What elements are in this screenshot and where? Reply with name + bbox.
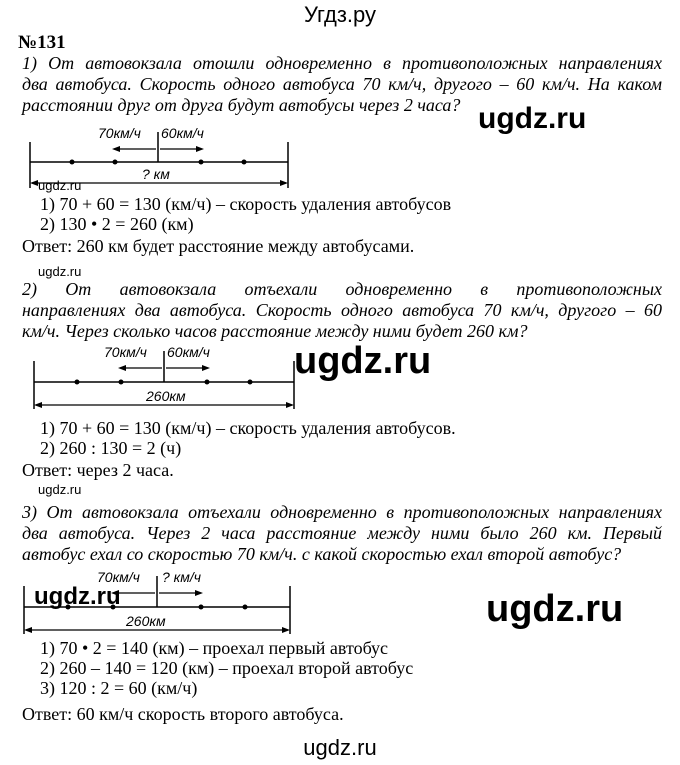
problem-3-line: 3) От автовокзала отъехали одновременно в противоположных направлениях xyxy=(22,502,662,522)
solution-step: 1) 70 + 60 = 130 (км/ч) – скорость удаления автобусов xyxy=(40,194,452,214)
point xyxy=(70,160,75,165)
solution-step: 2) 130 • 2 = 260 (км) xyxy=(40,214,194,234)
distance-label: 260км xyxy=(146,388,186,404)
right-speed-label: 60км/ч xyxy=(161,125,204,141)
problem-1-steps xyxy=(40,194,451,234)
watermark: ugdz.ru xyxy=(294,340,432,382)
problem-3-line: автобус ехал со скоростью 70 км/ч. с какой скоростью ехал второй автобус? xyxy=(22,544,622,564)
problem-3-steps xyxy=(40,638,413,698)
watermark: ugdz.ru xyxy=(486,588,624,630)
point xyxy=(242,160,247,165)
right-speed-label: ? км/ч xyxy=(162,569,202,585)
task-number: №131 xyxy=(18,32,66,53)
problem-3-line: два автобуса. Через 2 часа расстояние между ними было 260 км. Первый xyxy=(22,523,662,543)
problem-2-line: км/ч. Через сколько часов расстояние между ними будет 260 км? xyxy=(22,321,528,341)
site-title: Угдз.ру xyxy=(303,2,377,27)
watermark: ugdz.ru xyxy=(38,178,82,193)
problem-3-text xyxy=(22,502,662,565)
problem-2-text xyxy=(22,279,662,342)
problem-2-answer: Ответ: через 2 часа. xyxy=(22,460,174,480)
distance-label: ? км xyxy=(142,166,170,182)
right-speed-label: 60км/ч xyxy=(167,344,210,360)
solution-step: 1) 70 • 2 = 140 (км) – проехал первый автобус xyxy=(40,638,389,658)
problem-1-line: расстоянии друг от друга будут автобусы через 2 часа? xyxy=(22,95,461,115)
problem-2-steps xyxy=(40,418,456,458)
point xyxy=(199,160,204,165)
watermark: ugdz.ru xyxy=(34,583,121,610)
solution-step: 2) 260 : 130 = 2 (ч) xyxy=(40,438,182,458)
problem-2-line: 2) От автовокзала отъехали одновременно в противоположных xyxy=(22,279,662,299)
problem-1-answer: Ответ: 260 км будет расстояние между автобусами. xyxy=(22,236,415,256)
problem-2-line: направлениях два автобуса. Скорость одного автобуса 70 км/ч, другого – 60 xyxy=(22,300,662,320)
solution-step: 3) 120 : 2 = 60 (км/ч) xyxy=(40,678,198,698)
watermark: ugdz.ru xyxy=(38,482,82,497)
problem-1-line: два автобуса. Скорость одного автобуса 70 км/ч, другого – 60 км/ч. На каком xyxy=(22,74,662,94)
left-speed-label: 70км/ч xyxy=(97,569,140,585)
footer-watermark: ugdz.ru xyxy=(303,735,377,760)
left-speed-label: 70км/ч xyxy=(98,125,141,141)
problem-3-answer: Ответ: 60 км/ч скорость второго автобуса. xyxy=(22,704,344,724)
watermark: ugdz.ru xyxy=(38,264,82,279)
problem-1-line: 1) От автовокзала отошли одновременно в противоположных направлениях xyxy=(22,53,662,73)
watermark: ugdz.ru xyxy=(478,102,587,135)
problem-2-diagram xyxy=(24,341,304,413)
solution-step: 1) 70 + 60 = 130 (км/ч) – скорость удаления автобусов. xyxy=(40,418,456,438)
distance-label: 260км xyxy=(126,613,166,629)
solution-step: 2) 260 – 140 = 120 (км) – проехал второй автобус xyxy=(40,658,414,678)
point xyxy=(113,160,118,165)
left-speed-label: 70км/ч xyxy=(104,344,147,360)
